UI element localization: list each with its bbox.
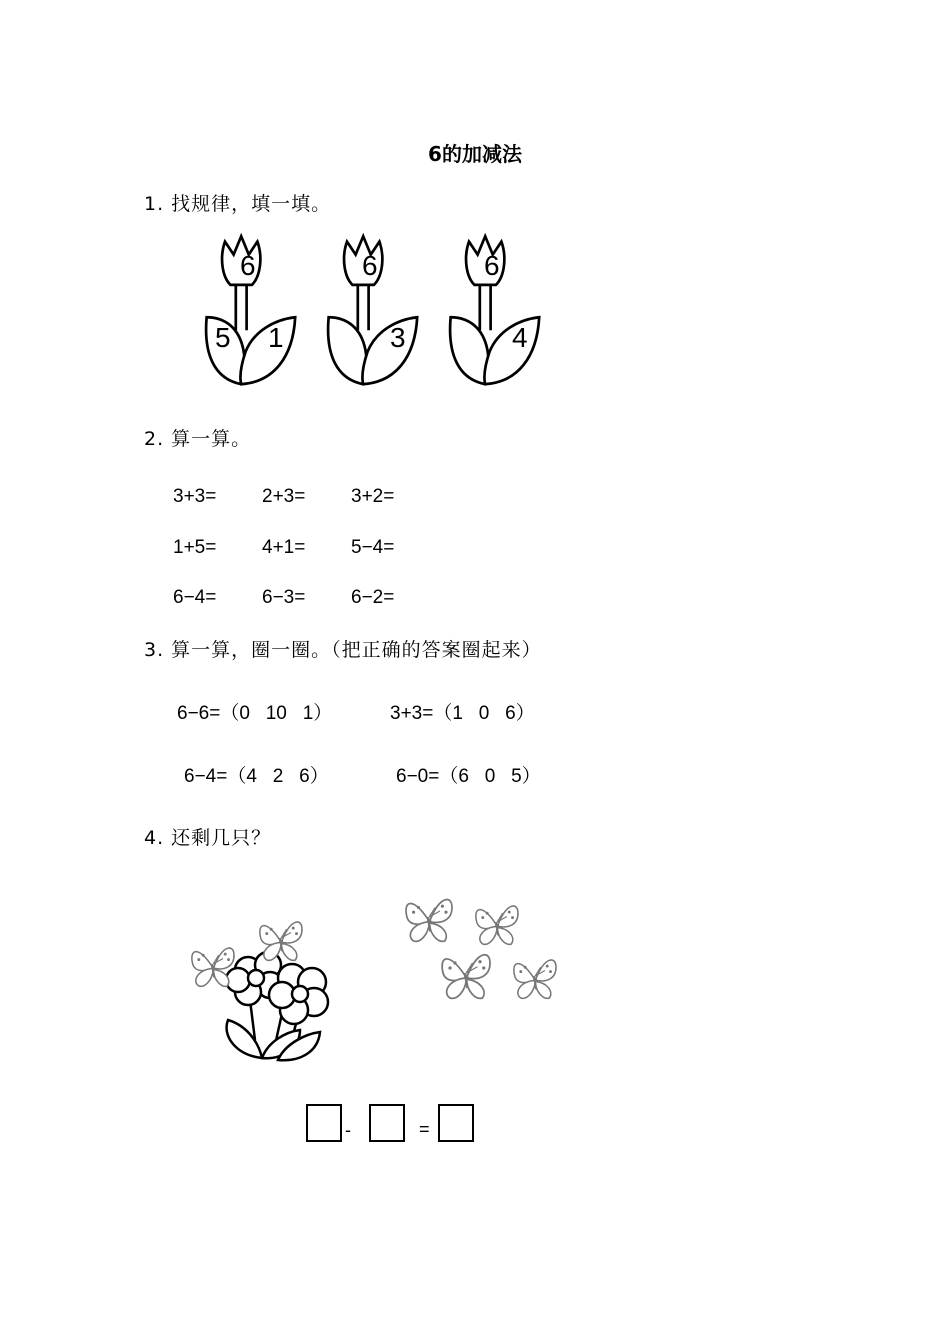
equation: 6−4= [173,587,217,608]
question-1-label: 1. 找规律，填一填。 [144,193,332,215]
minus-sign: - [345,1120,351,1140]
equation: 4+1= [262,537,306,558]
answer-box-1[interactable] [306,1104,342,1142]
equation: 6−2= [351,587,395,608]
equation: 3+2= [351,486,395,507]
butterfly [514,960,556,998]
equation: 3+3= [173,486,217,507]
equals-sign: = [419,1119,430,1139]
choice-equation: 6−0=（6 0 5） [396,766,541,787]
choice-equation: 6−4=（4 2 6） [184,766,329,787]
butterfly [192,948,234,986]
flower-2-top-number: 6 [362,250,378,281]
page-title: 6的加减法 [428,142,522,166]
flower-2-right-number: 3 [390,322,406,353]
question-3-label: 3. 算一算，圈一圈。（把正确的答案圈起来） [144,639,542,661]
question-4-label: 4. 还剩几只？ [144,827,272,849]
answer-box-2[interactable] [369,1104,405,1142]
flower-1-left-number: 5 [215,322,231,353]
butterfly [476,906,518,944]
butterfly [406,900,452,942]
flower-bouquet [226,952,328,1060]
answer-box-3[interactable] [438,1104,474,1142]
equation: 1+5= [173,537,217,558]
flower-3-right-number: 4 [512,322,528,353]
butterfly [260,922,302,960]
flower-1-right-number: 1 [268,322,284,353]
butterfly [442,955,490,999]
flower-3-top-number: 6 [484,250,500,281]
choice-equation: 3+3=（1 0 6） [390,703,535,724]
equation: 2+3= [262,486,306,507]
equation: 5−4= [351,537,395,558]
choice-equation: 6−6=（0 10 1） [177,703,333,724]
equation: 6−3= [262,587,306,608]
flower-1-top-number: 6 [240,250,256,281]
question-2-label: 2. 算一算。 [144,428,252,450]
